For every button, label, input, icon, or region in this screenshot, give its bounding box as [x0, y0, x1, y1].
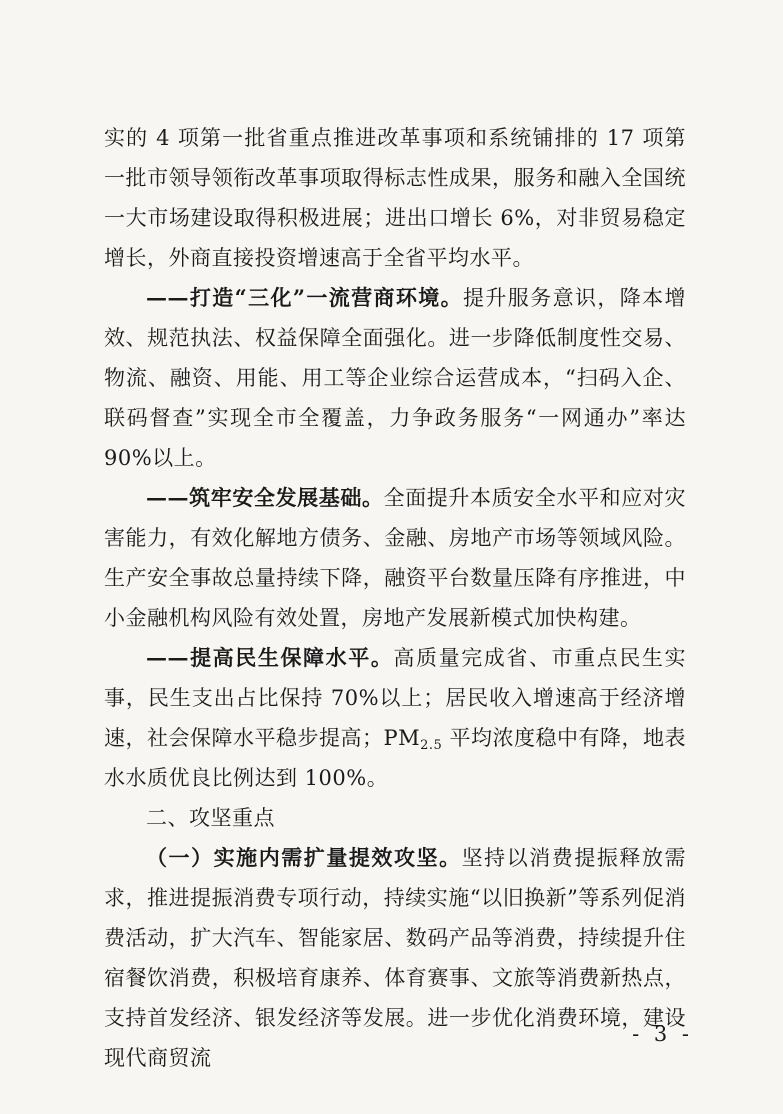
section-heading: 二、攻坚重点 — [146, 806, 275, 830]
pm-subscript: 2.5 — [420, 738, 443, 753]
page-number: - 3 - — [632, 1022, 693, 1046]
paragraph-body-continued: 平均浓度稳中有降，地表水水质优良比例达到 100%。 — [104, 726, 687, 790]
paragraph-body: 高质量完成省、市重点民生实事，民生支出占比保持 70%以上；居民收入增速高于经济增速，社会保障水平稳步提高；PM — [104, 646, 687, 750]
paragraph-title: ——筑牢安全发展基础。 — [146, 485, 384, 510]
paragraph-domestic-demand — [104, 838, 686, 1078]
paragraph-body: 全面提升本质安全水平和应对灾害能力，有效化解地方债务、金融、房地产市场等领域风险。生产安全事故总量持续下降，融资平台数量压降有序推进，中小金融机构风险有效处置，房地产发展新模式加快构建。 — [104, 486, 687, 630]
paragraph-body: 提升服务意识，降本增效、规范执法、权益保障全面强化。进一步降低制度性交易、物流、融资、用能、用工等企业综合运营成本，“扫码入企、联码督查”实现全市全覆盖，力争政务服务“一网通办”率达 90%以上。 — [104, 286, 686, 470]
paragraph-livelihood — [104, 638, 686, 798]
paragraph-title: ——提高民生保障水平。 — [146, 645, 394, 670]
paragraph-title: ——打造“三化”一流营商环境。 — [146, 285, 464, 310]
paragraph-body: 坚持以消费提振释放需求，推进提振消费专项行动，持续实施“以旧换新”等系列促消费活动，扩大汽车、智能家居、数码产品等消费，持续提升住宿餐饮消费，积极培育康养、体育赛事、文旅等消费新热点，支持首发经济、银发经济等发展。进一步优化消费环境，建设现代商贸流 — [104, 846, 686, 1070]
paragraph-title: （一）实施内需扩量提效攻坚。 — [146, 845, 462, 870]
paragraph-business-environment — [104, 278, 686, 478]
paragraph-safety — [104, 478, 686, 638]
document-body — [104, 118, 686, 1078]
paragraph-1: 实的 4 项第一批省重点推进改革事项和系统铺排的 17 项第一批市领导领衔改革事项取得标志性成果，服务和融入全国统一大市场建设取得积极进展；进出口增长 6%，对非贸易稳定增长，外商直接投资增速高于全省平均水平。 — [104, 126, 686, 270]
